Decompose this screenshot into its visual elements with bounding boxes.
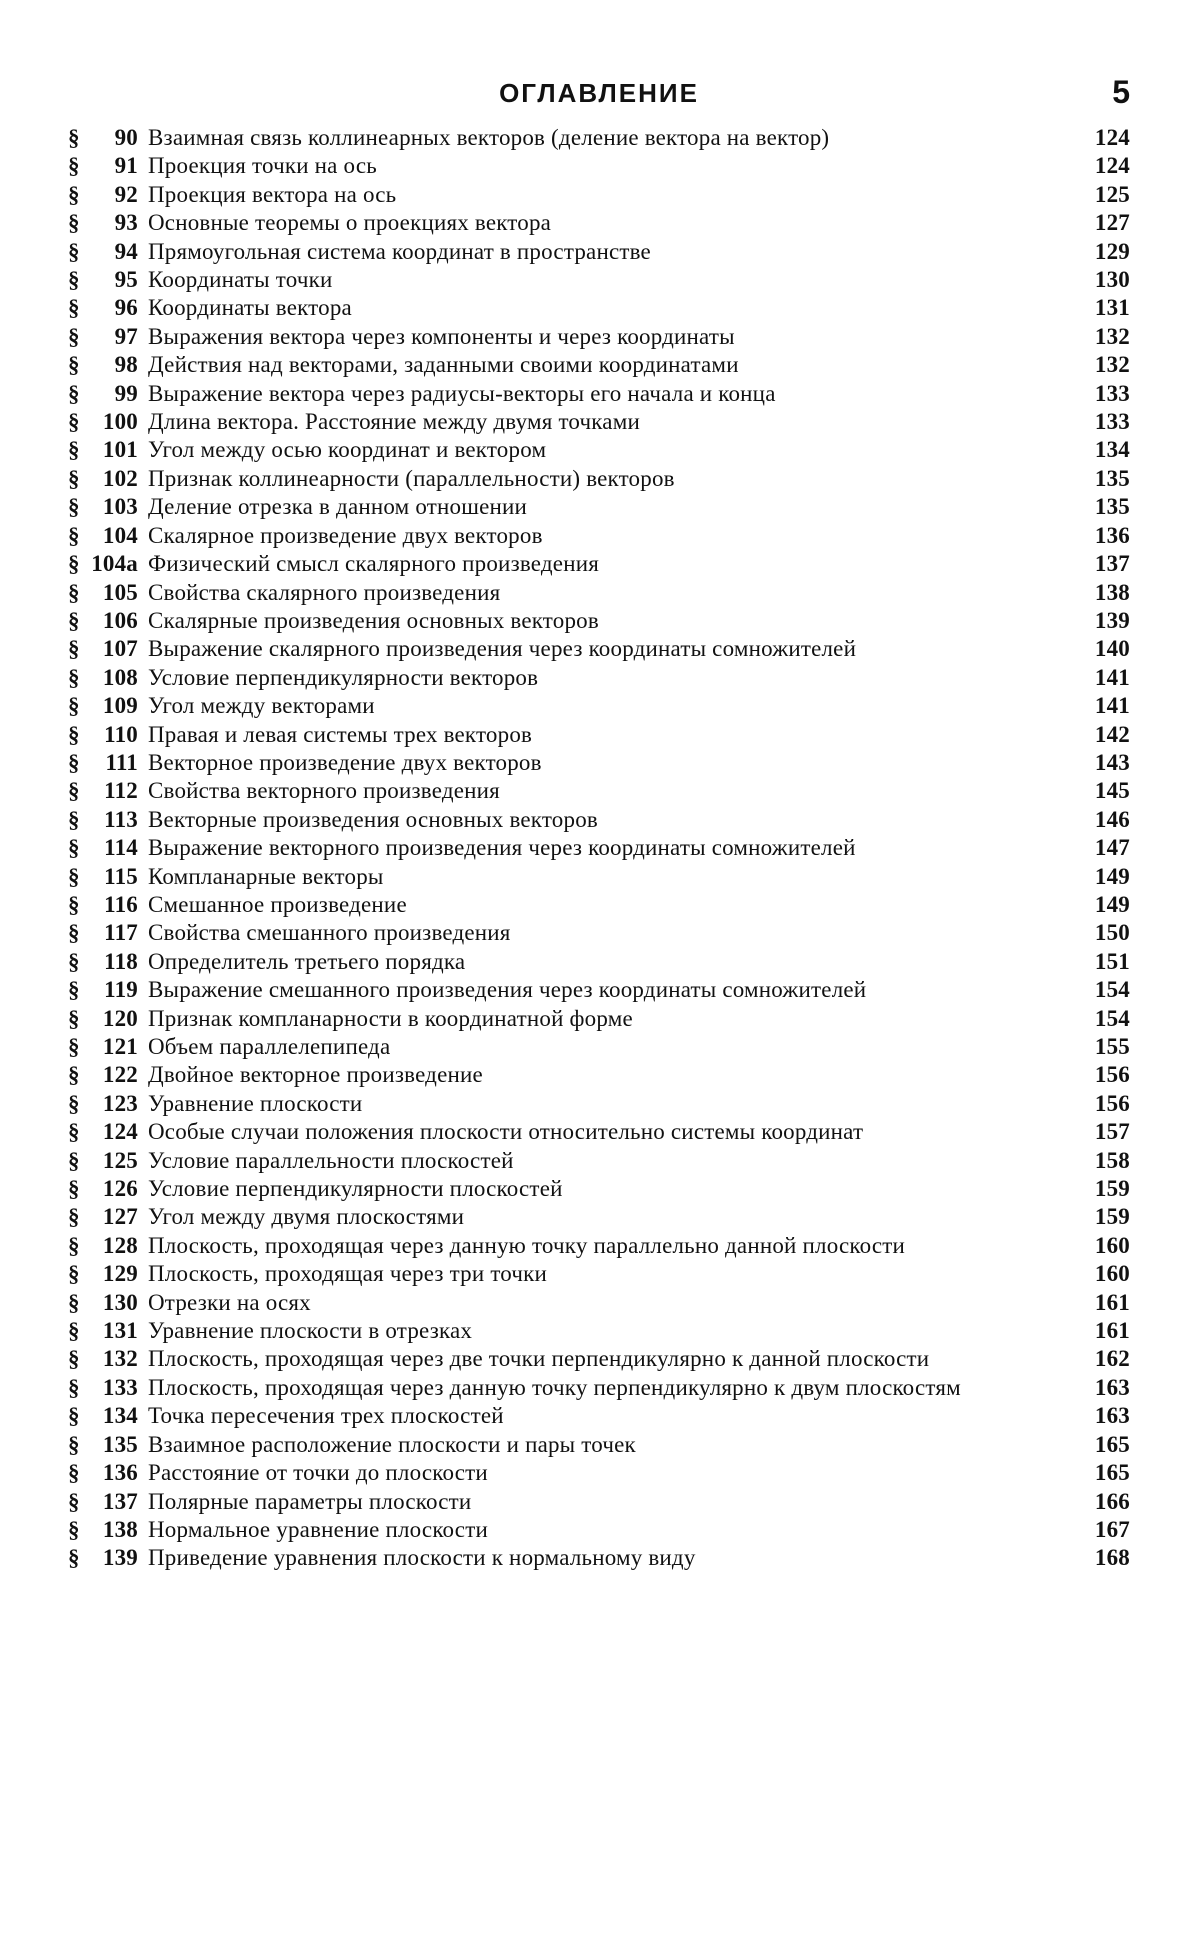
section-number: 115 — [104, 863, 138, 889]
toc-entry — [68, 294, 1130, 322]
section-sign: § — [68, 778, 80, 804]
section-page: 140 — [1094, 636, 1130, 662]
section-title: Скалярные произведения основных векторов — [148, 607, 599, 633]
toc-entry — [68, 522, 1130, 550]
section-title: Взаимная связь коллинеарных векторов (деление вектора на вектор) — [148, 125, 830, 150]
section-sign: § — [68, 721, 80, 747]
toc-entry — [68, 351, 1130, 379]
toc-entry — [68, 1374, 1130, 1402]
section-sign: § — [68, 1261, 80, 1287]
section-page: 141 — [1094, 693, 1130, 719]
section-number: 112 — [104, 778, 138, 804]
toc-entry — [68, 1175, 1130, 1203]
section-number: 137 — [102, 1488, 138, 1514]
section-title: Уравнение плоскости в отрезках — [148, 1318, 473, 1344]
section-sign: § — [68, 948, 80, 974]
section-sign: § — [68, 1460, 80, 1486]
toc-page — [68, 74, 1130, 1573]
toc-entry — [68, 721, 1130, 749]
section-page: 165 — [1094, 1431, 1130, 1457]
section-page: 149 — [1094, 863, 1130, 889]
section-number: 101 — [102, 437, 138, 463]
section-number: 129 — [102, 1261, 138, 1287]
section-page: 161 — [1094, 1318, 1130, 1344]
toc-entry — [68, 1402, 1130, 1430]
toc-entry — [68, 493, 1130, 521]
section-sign: § — [68, 1431, 80, 1457]
section-page: 151 — [1094, 948, 1130, 974]
section-page: 158 — [1094, 1147, 1130, 1173]
section-number: 98 — [114, 352, 138, 378]
section-sign: § — [68, 1147, 80, 1173]
section-title: Признак компланарности в координатной форме — [148, 1005, 633, 1031]
section-title: Смешанное произведение — [148, 891, 407, 917]
section-sign: § — [68, 977, 80, 1003]
toc-entry — [68, 1118, 1130, 1146]
toc-entry — [68, 891, 1130, 919]
toc-entry — [68, 1459, 1130, 1487]
section-number: 104а — [91, 551, 138, 577]
section-title: Выражение скалярного произведения через координаты сомножителей — [148, 636, 857, 662]
toc-entry — [68, 1516, 1130, 1544]
section-sign: § — [68, 1516, 80, 1542]
section-number: 133 — [102, 1374, 138, 1400]
section-page: 139 — [1094, 607, 1130, 633]
section-title: Отрезки на осях — [148, 1289, 311, 1315]
section-page: 145 — [1094, 778, 1130, 804]
section-sign: § — [68, 1062, 80, 1088]
section-title: Выражение смешанного произведения через координаты сомножителей — [148, 977, 867, 1003]
section-page: 162 — [1094, 1346, 1130, 1372]
toc-entry — [68, 238, 1130, 266]
section-number: 109 — [102, 693, 138, 719]
section-title: Угол между векторами — [148, 693, 375, 719]
section-number: 110 — [104, 721, 138, 747]
section-title: Координаты вектора — [148, 295, 352, 321]
section-number: 130 — [102, 1289, 138, 1315]
section-page: 135 — [1094, 494, 1130, 520]
section-number: 128 — [102, 1232, 138, 1258]
page-number: 5 — [1112, 74, 1130, 110]
section-sign: § — [68, 494, 80, 520]
toc-entry — [68, 777, 1130, 805]
section-number: 134 — [102, 1403, 138, 1429]
section-number: 120 — [102, 1005, 138, 1031]
section-number: 123 — [102, 1090, 138, 1116]
section-title: Плоскость, проходящая через три точки — [148, 1261, 548, 1287]
section-number: 107 — [102, 636, 138, 662]
section-title: Проекция точки на ось — [148, 153, 377, 179]
section-title: Деление отрезка в данном отношении — [148, 494, 528, 520]
section-number: 90 — [114, 125, 138, 150]
section-title: Расстояние от точки до плоскости — [148, 1460, 488, 1486]
section-page: 132 — [1094, 323, 1130, 349]
section-sign: § — [68, 380, 80, 406]
section-sign: § — [68, 210, 80, 236]
section-sign: § — [68, 125, 80, 150]
section-page: 163 — [1094, 1403, 1130, 1429]
section-sign: § — [68, 835, 80, 861]
section-sign: § — [68, 1232, 80, 1258]
section-title: Компланарные векторы — [148, 863, 384, 889]
section-number: 95 — [114, 267, 138, 293]
section-title: Приведение уравнения плоскости к нормальному виду — [148, 1545, 696, 1571]
section-number: 111 — [105, 749, 138, 775]
toc-entry — [68, 692, 1130, 720]
section-number: 108 — [102, 664, 138, 690]
running-title: ОГЛАВЛЕНИЕ — [499, 78, 699, 108]
section-sign: § — [68, 1034, 80, 1059]
section-sign: § — [68, 238, 80, 264]
section-page: 138 — [1094, 579, 1130, 605]
section-title: Уравнение плоскости — [148, 1090, 363, 1116]
section-page: 143 — [1094, 749, 1130, 775]
section-title: Скалярное произведение двух векторов — [148, 522, 543, 548]
table-of-contents — [68, 124, 1130, 1573]
toc-entry — [68, 1232, 1130, 1260]
section-number: 117 — [104, 920, 138, 946]
section-title: Проекция вектора на ось — [148, 181, 397, 207]
section-number: 114 — [104, 835, 138, 861]
section-number: 91 — [114, 153, 138, 179]
section-sign: § — [68, 1090, 80, 1116]
section-sign: § — [68, 1374, 80, 1400]
section-title: Условие параллельности плоскостей — [148, 1147, 514, 1173]
section-title: Двойное векторное произведение — [148, 1062, 483, 1088]
section-sign: § — [68, 664, 80, 690]
toc-entry — [68, 209, 1130, 237]
section-page: 125 — [1094, 181, 1130, 207]
section-page: 157 — [1094, 1119, 1130, 1145]
section-title: Определитель третьего порядка — [148, 948, 466, 974]
section-page: 137 — [1094, 551, 1130, 577]
toc-entry — [68, 1345, 1130, 1373]
section-number: 97 — [114, 323, 138, 349]
section-number: 104 — [102, 522, 138, 548]
section-title: Взаимное расположение плоскости и пары точек — [148, 1431, 636, 1457]
section-title: Нормальное уравнение плоскости — [148, 1516, 488, 1542]
section-title: Плоскость, проходящая через данную точку параллельно данной плоскости — [148, 1232, 906, 1258]
toc-entry — [68, 1488, 1130, 1516]
section-sign: § — [68, 1488, 80, 1514]
section-number: 93 — [114, 210, 138, 236]
section-title: Плоскость, проходящая через данную точку перпендикулярно к двум плоскостям — [148, 1374, 961, 1400]
section-title: Точка пересечения трех плоскостей — [148, 1403, 504, 1429]
section-title: Объем параллелепипеда — [148, 1034, 391, 1059]
section-page: 156 — [1094, 1090, 1130, 1116]
toc-entry — [68, 124, 1130, 152]
toc-entry — [68, 1260, 1130, 1288]
section-sign: § — [68, 1403, 80, 1429]
section-sign: § — [68, 806, 80, 832]
toc-entry — [68, 1033, 1130, 1061]
section-page: 124 — [1094, 125, 1130, 150]
toc-entry — [68, 607, 1130, 635]
toc-entry — [68, 1203, 1130, 1231]
toc-entry — [68, 749, 1130, 777]
section-sign: § — [68, 891, 80, 917]
section-sign: § — [68, 1318, 80, 1344]
section-title: Длина вектора. Расстояние между двумя точками — [148, 409, 640, 435]
section-number: 96 — [114, 295, 138, 321]
toc-entry — [68, 181, 1130, 209]
section-sign: § — [68, 863, 80, 889]
section-page: 154 — [1094, 977, 1130, 1003]
section-title: Признак коллинеарности (параллельности) векторов — [148, 465, 675, 491]
section-title: Полярные параметры плоскости — [148, 1488, 472, 1514]
section-title: Выражение векторного произведения через координаты сомножителей — [148, 835, 856, 861]
toc-entry — [68, 1544, 1130, 1572]
page-header — [68, 74, 1130, 114]
section-page: 159 — [1094, 1176, 1130, 1202]
toc-entry — [68, 579, 1130, 607]
toc-entry — [68, 948, 1130, 976]
toc-entry — [68, 806, 1130, 834]
section-page: 133 — [1094, 380, 1130, 406]
section-number: 102 — [102, 465, 138, 491]
section-title: Физический смысл скалярного произведения — [148, 551, 599, 577]
section-title: Свойства скалярного произведения — [148, 579, 501, 605]
toc-entry — [68, 1005, 1130, 1033]
section-sign: § — [68, 465, 80, 491]
toc-entry — [68, 1431, 1130, 1459]
section-page: 149 — [1094, 891, 1130, 917]
section-sign: § — [68, 522, 80, 548]
section-number: 113 — [104, 806, 138, 832]
section-sign: § — [68, 579, 80, 605]
section-title: Особые случаи положения плоскости относительно системы координат — [148, 1119, 864, 1145]
section-number: 132 — [102, 1346, 138, 1372]
section-page: 141 — [1094, 664, 1130, 690]
section-title: Действия над векторами, заданными своими координатами — [148, 352, 739, 378]
toc-entry — [68, 664, 1130, 692]
section-page: 166 — [1094, 1488, 1130, 1514]
section-sign: § — [68, 551, 80, 577]
section-number: 138 — [102, 1516, 138, 1542]
toc-entry — [68, 976, 1130, 1004]
section-sign: § — [68, 409, 80, 435]
section-page: 142 — [1094, 721, 1130, 747]
section-sign: § — [68, 323, 80, 349]
toc-entry — [68, 380, 1130, 408]
section-number: 131 — [102, 1318, 138, 1344]
section-page: 135 — [1094, 465, 1130, 491]
section-number: 125 — [102, 1147, 138, 1173]
section-page: 132 — [1094, 352, 1130, 378]
section-number: 105 — [102, 579, 138, 605]
toc-entry — [68, 550, 1130, 578]
section-sign: § — [68, 1346, 80, 1372]
section-sign: § — [68, 1005, 80, 1031]
toc-entry — [68, 408, 1130, 436]
section-page: 150 — [1094, 920, 1130, 946]
section-page: 165 — [1094, 1460, 1130, 1486]
section-title: Угол между осью координат и вектором — [148, 437, 547, 463]
toc-entry — [68, 1147, 1130, 1175]
section-number: 122 — [102, 1062, 138, 1088]
toc-entry — [68, 465, 1130, 493]
section-sign: § — [68, 693, 80, 719]
section-page: 146 — [1094, 806, 1130, 832]
section-number: 94 — [114, 238, 138, 264]
toc-entry — [68, 919, 1130, 947]
section-number: 135 — [102, 1431, 138, 1457]
section-sign: § — [68, 636, 80, 662]
section-sign: § — [68, 352, 80, 378]
section-number: 92 — [114, 181, 138, 207]
section-page: 129 — [1094, 238, 1130, 264]
section-sign: § — [68, 1545, 80, 1571]
toc-entry — [68, 436, 1130, 464]
section-sign: § — [68, 1176, 80, 1202]
section-sign: § — [68, 153, 80, 179]
section-number: 124 — [102, 1119, 138, 1145]
section-number: 116 — [104, 891, 138, 917]
section-number: 121 — [102, 1034, 138, 1059]
toc-entry — [68, 863, 1130, 891]
toc-entry — [68, 323, 1130, 351]
section-sign: § — [68, 437, 80, 463]
section-title: Условие перпендикулярности плоскостей — [148, 1176, 563, 1202]
toc-entry — [68, 834, 1130, 862]
section-title: Основные теоремы о проекциях вектора — [148, 210, 552, 236]
section-number: 136 — [102, 1460, 138, 1486]
section-number: 103 — [102, 494, 138, 520]
toc-entry — [68, 152, 1130, 180]
section-page: 160 — [1094, 1232, 1130, 1258]
section-title: Свойства смешанного произведения — [148, 920, 511, 946]
section-sign: § — [68, 181, 80, 207]
section-number: 119 — [104, 977, 138, 1003]
section-number: 118 — [104, 948, 138, 974]
section-sign: § — [68, 1204, 80, 1230]
toc-entry — [68, 266, 1130, 294]
section-title: Свойства векторного произведения — [148, 778, 500, 804]
toc-entry — [68, 1289, 1130, 1317]
section-page: 136 — [1094, 522, 1130, 548]
section-page: 167 — [1094, 1516, 1130, 1542]
section-sign: § — [68, 267, 80, 293]
section-page: 155 — [1094, 1034, 1130, 1059]
section-page: 163 — [1094, 1374, 1130, 1400]
section-title: Векторное произведение двух векторов — [148, 749, 542, 775]
section-number: 127 — [102, 1204, 138, 1230]
section-page: 130 — [1094, 267, 1130, 293]
toc-entry — [68, 1061, 1130, 1089]
section-page: 134 — [1094, 437, 1130, 463]
section-title: Плоскость, проходящая через две точки перпендикулярно к данной плоскости — [148, 1346, 930, 1372]
section-sign: § — [68, 295, 80, 321]
section-title: Условие перпендикулярности векторов — [148, 664, 539, 690]
section-sign: § — [68, 920, 80, 946]
section-page: 133 — [1094, 409, 1130, 435]
section-sign: § — [68, 1289, 80, 1315]
section-page: 168 — [1094, 1545, 1130, 1571]
toc-entry — [68, 1317, 1130, 1345]
section-page: 127 — [1094, 210, 1130, 236]
section-title: Выражение вектора через радиусы-векторы его начала и конца — [148, 380, 776, 406]
section-page: 154 — [1094, 1005, 1130, 1031]
section-title: Выражения вектора через компоненты и через координаты — [148, 323, 735, 349]
section-title: Векторные произведения основных векторов — [148, 806, 598, 832]
section-number: 100 — [102, 409, 138, 435]
section-page: 159 — [1094, 1204, 1130, 1230]
section-title: Угол между двумя плоскостями — [148, 1204, 465, 1230]
section-page: 124 — [1094, 153, 1130, 179]
toc-entry — [68, 1090, 1130, 1118]
section-number: 139 — [102, 1545, 138, 1571]
section-sign: § — [68, 1119, 80, 1145]
section-title: Прямоугольная система координат в пространстве — [148, 238, 651, 264]
section-page: 147 — [1094, 835, 1130, 861]
section-number: 106 — [102, 607, 138, 633]
section-title: Координаты точки — [148, 267, 333, 293]
section-title: Правая и левая системы трех векторов — [148, 721, 533, 747]
section-number: 99 — [114, 380, 138, 406]
section-page: 161 — [1094, 1289, 1130, 1315]
section-page: 160 — [1094, 1261, 1130, 1287]
section-page: 156 — [1094, 1062, 1130, 1088]
toc-entry — [68, 635, 1130, 663]
section-number: 126 — [102, 1176, 138, 1202]
section-page: 131 — [1094, 295, 1130, 321]
section-sign: § — [68, 607, 80, 633]
section-sign: § — [68, 749, 80, 775]
